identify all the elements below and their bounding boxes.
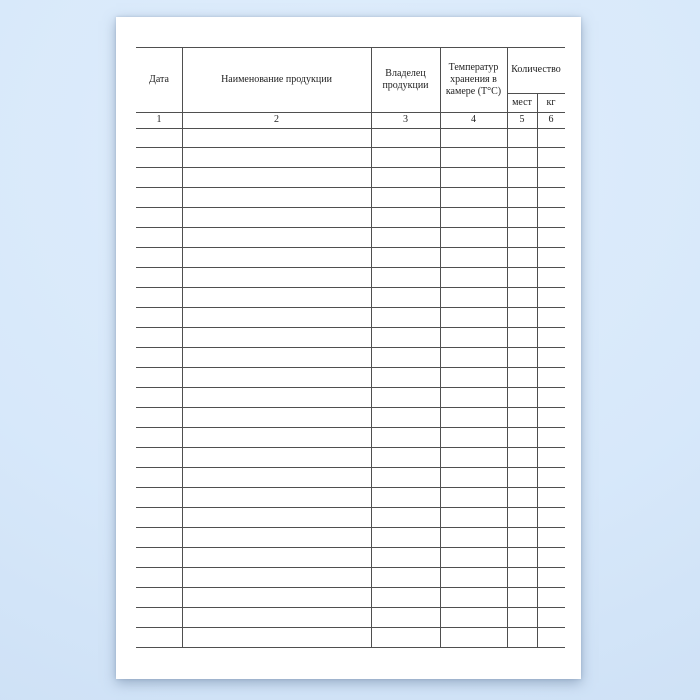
- header-cell-date: Дата: [149, 73, 169, 85]
- empty-body-rows-grid: [136, 128, 565, 648]
- header-cell-product-owner: Владелец продукции: [382, 67, 429, 91]
- column-number-4: 4: [471, 114, 476, 125]
- header-cell-quantity: Количество: [511, 64, 561, 75]
- header-cell-product-name: Наименование продукции: [221, 73, 332, 85]
- table-top-line: [136, 47, 565, 48]
- column-number-5: 5: [519, 114, 525, 125]
- storage-log-table: [136, 47, 565, 648]
- header-cell-quantity-places: мест: [512, 96, 532, 108]
- column-number-1: 1: [156, 114, 162, 125]
- header-cell-quantity-kg: кг: [546, 96, 556, 108]
- column-number-6: 6: [548, 114, 554, 125]
- quantity-split-line: [507, 93, 565, 94]
- paper-sheet: [116, 17, 581, 679]
- column-number-2: 2: [274, 114, 279, 125]
- header-cell-storage-temperature: Температур хранения в камере (Т°С): [445, 61, 502, 97]
- column-number-3: 3: [403, 114, 408, 125]
- header-bottom-line: [136, 112, 565, 113]
